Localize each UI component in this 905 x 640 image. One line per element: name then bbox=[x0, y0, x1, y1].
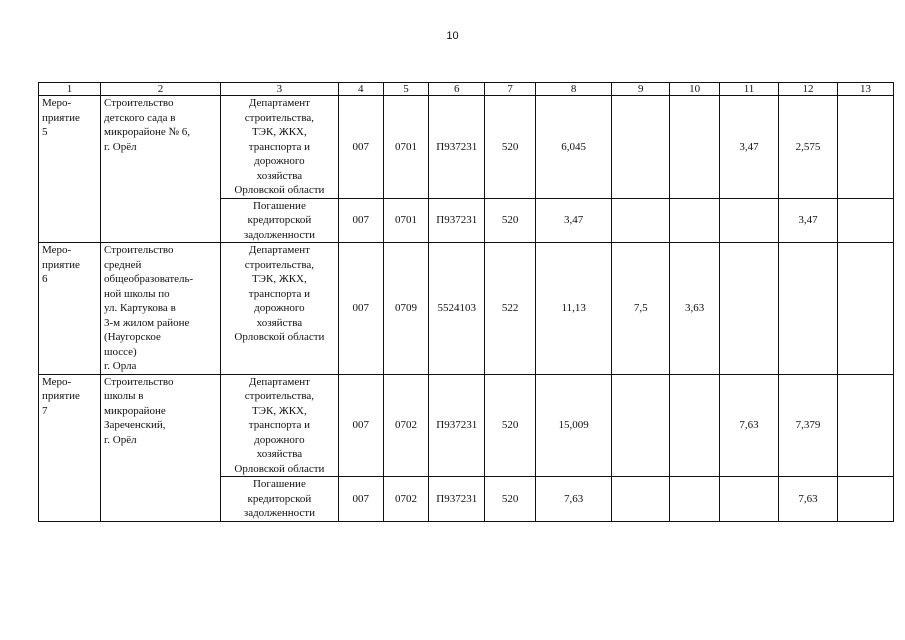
cell-c8: 11,13 bbox=[536, 243, 612, 375]
column-header: 3 bbox=[220, 83, 338, 96]
cell-c4: 007 bbox=[338, 477, 383, 522]
executor-cell: Департамент строительства, ТЭК, ЖКХ, транспорта и дорожного хозяйства Орловской области bbox=[220, 243, 338, 375]
cell-c8: 15,009 bbox=[536, 374, 612, 477]
cell-c5: 0701 bbox=[383, 198, 429, 243]
cell-c8: 6,045 bbox=[536, 96, 612, 199]
object-cell: Строительство детского сада в микрорайоне № 6, г. Орёл bbox=[101, 96, 221, 243]
activities-table bbox=[38, 82, 894, 522]
cell-c13 bbox=[837, 198, 893, 243]
table-row bbox=[39, 374, 894, 477]
cell-c5: 0702 bbox=[383, 374, 429, 477]
column-header: 6 bbox=[429, 83, 485, 96]
cell-c12: 3,47 bbox=[779, 198, 838, 243]
cell-c4: 007 bbox=[338, 374, 383, 477]
cell-c5: 0701 bbox=[383, 96, 429, 199]
cell-c10 bbox=[670, 198, 720, 243]
column-header: 7 bbox=[485, 83, 536, 96]
header-row bbox=[39, 83, 894, 96]
executor-cell: Департамент строительства, ТЭК, ЖКХ, транспорта и дорожного хозяйства Орловской области bbox=[220, 374, 338, 477]
cell-c6: П937231 bbox=[429, 198, 485, 243]
object-cell: Строительство средней общеобразователь- ной школы по ул. Картукова в 3-м жилом районе (Наугорское шоссе) г. Орла bbox=[101, 243, 221, 375]
column-header: 4 bbox=[338, 83, 383, 96]
activity-cell: Меро- приятие 6 bbox=[39, 243, 101, 375]
cell-c10 bbox=[670, 477, 720, 522]
cell-c12 bbox=[779, 243, 838, 375]
cell-c12: 7,63 bbox=[779, 477, 838, 522]
cell-c6: П937231 bbox=[429, 374, 485, 477]
activity-cell: Меро- приятие 5 bbox=[39, 96, 101, 243]
cell-c13 bbox=[837, 243, 893, 375]
cell-c11 bbox=[720, 243, 779, 375]
cell-c12: 2,575 bbox=[779, 96, 838, 199]
cell-c4: 007 bbox=[338, 198, 383, 243]
column-header: 1 bbox=[39, 83, 101, 96]
cell-c13 bbox=[837, 96, 893, 199]
column-header: 8 bbox=[536, 83, 612, 96]
cell-c6: 5524103 bbox=[429, 243, 485, 375]
cell-c7: 520 bbox=[485, 96, 536, 199]
column-header: 12 bbox=[779, 83, 838, 96]
cell-c4: 007 bbox=[338, 96, 383, 199]
cell-c8: 7,63 bbox=[536, 477, 612, 522]
cell-c7: 520 bbox=[485, 477, 536, 522]
cell-c8: 3,47 bbox=[536, 198, 612, 243]
cell-c12: 7,379 bbox=[779, 374, 838, 477]
cell-c9: 7,5 bbox=[612, 243, 670, 375]
column-header: 11 bbox=[720, 83, 779, 96]
cell-c9 bbox=[612, 96, 670, 199]
activity-cell: Меро- приятие 7 bbox=[39, 374, 101, 521]
cell-c10 bbox=[670, 374, 720, 477]
page-number: 10 bbox=[446, 30, 459, 42]
column-header: 5 bbox=[383, 83, 429, 96]
column-header: 2 bbox=[101, 83, 221, 96]
cell-c11: 7,63 bbox=[720, 374, 779, 477]
cell-c4: 007 bbox=[338, 243, 383, 375]
cell-c9 bbox=[612, 374, 670, 477]
cell-c6: П937231 bbox=[429, 96, 485, 199]
cell-c10 bbox=[670, 96, 720, 199]
cell-c13 bbox=[837, 374, 893, 477]
cell-c6: П937231 bbox=[429, 477, 485, 522]
cell-c5: 0709 bbox=[383, 243, 429, 375]
cell-c9 bbox=[612, 477, 670, 522]
column-header: 10 bbox=[670, 83, 720, 96]
cell-c11 bbox=[720, 198, 779, 243]
cell-c5: 0702 bbox=[383, 477, 429, 522]
cell-c9 bbox=[612, 198, 670, 243]
table-row bbox=[39, 96, 894, 199]
executor-cell: Погашение кредиторской задолженности bbox=[220, 198, 338, 243]
column-header: 9 bbox=[612, 83, 670, 96]
executor-cell: Департамент строительства, ТЭК, ЖКХ, транспорта и дорожного хозяйства Орловской области bbox=[220, 96, 338, 199]
object-cell: Строительство школы в микрорайоне Зареченский, г. Орёл bbox=[101, 374, 221, 521]
cell-c7: 520 bbox=[485, 374, 536, 477]
cell-c11 bbox=[720, 477, 779, 522]
cell-c7: 522 bbox=[485, 243, 536, 375]
cell-c13 bbox=[837, 477, 893, 522]
cell-c10: 3,63 bbox=[670, 243, 720, 375]
column-header: 13 bbox=[837, 83, 893, 96]
table-row bbox=[39, 243, 894, 375]
cell-c7: 520 bbox=[485, 198, 536, 243]
executor-cell: Погашение кредиторской задолженности bbox=[220, 477, 338, 522]
cell-c11: 3,47 bbox=[720, 96, 779, 199]
